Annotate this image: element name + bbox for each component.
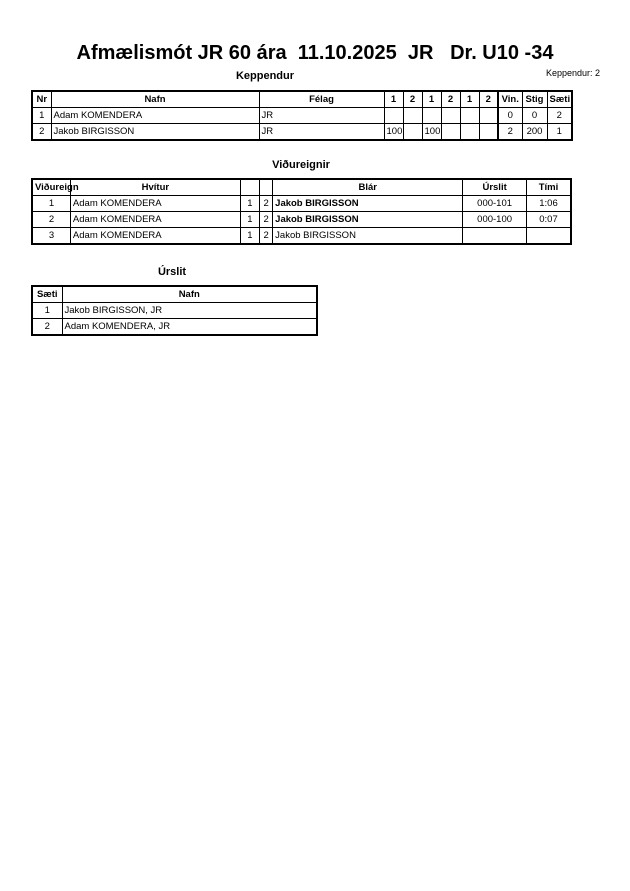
table-cell: Jakob BIRGISSON bbox=[273, 196, 463, 212]
table-cell: Jakob BIRGISSON bbox=[51, 124, 259, 141]
vidureignir-table bbox=[31, 178, 572, 245]
table-cell: Adam KOMENDERA bbox=[51, 108, 259, 124]
table-row bbox=[32, 303, 317, 319]
table-cell bbox=[384, 108, 403, 124]
table-cell bbox=[403, 108, 422, 124]
table-cell: 000-100 bbox=[463, 212, 527, 228]
keppendur-header-cell: Nr bbox=[32, 91, 51, 108]
table-cell: Adam KOMENDERA, JR bbox=[62, 319, 317, 336]
table-cell: 100 bbox=[422, 124, 441, 141]
vidureignir-header-cell: Viðureign bbox=[32, 179, 70, 196]
keppendur-header-cell: 1 bbox=[384, 91, 403, 108]
vidureignir-header-cell: Blár bbox=[273, 179, 463, 196]
table-row bbox=[32, 228, 571, 245]
table-cell: 100 bbox=[384, 124, 403, 141]
table-cell: 2 bbox=[260, 196, 273, 212]
table-cell bbox=[441, 124, 460, 141]
table-row bbox=[32, 108, 572, 124]
urslit-header-cell: Sæti bbox=[32, 286, 62, 303]
keppendur-heading: Keppendur bbox=[235, 70, 295, 82]
urslit-header-row bbox=[32, 286, 317, 303]
table-cell: Adam KOMENDERA bbox=[70, 196, 240, 212]
table-row bbox=[32, 196, 571, 212]
vidureignir-header-cell bbox=[260, 179, 273, 196]
keppendur-table bbox=[31, 90, 573, 141]
table-cell: 1 bbox=[240, 228, 259, 245]
table-cell: 2 bbox=[32, 319, 62, 336]
table-cell: 0 bbox=[522, 108, 547, 124]
table-cell: 2 bbox=[547, 108, 572, 124]
keppendur-header-row bbox=[32, 91, 572, 108]
table-cell: JR bbox=[259, 108, 384, 124]
table-cell: 2 bbox=[260, 212, 273, 228]
table-cell: 2 bbox=[498, 124, 522, 141]
table-cell bbox=[403, 124, 422, 141]
keppendur-header-cell: 2 bbox=[403, 91, 422, 108]
table-cell: 0:07 bbox=[526, 212, 571, 228]
table-cell bbox=[422, 108, 441, 124]
table-cell: Jakob BIRGISSON bbox=[273, 228, 463, 245]
table-cell bbox=[441, 108, 460, 124]
keppendur-header-cell: Nafn bbox=[51, 91, 259, 108]
table-cell: Adam KOMENDERA bbox=[70, 228, 240, 245]
page-title: Afmælismót JR 60 ára 11.10.2025 JR Dr. U10 -34 bbox=[76, 42, 554, 64]
urslit-heading: Úrslit bbox=[157, 266, 187, 278]
table-cell: 1 bbox=[32, 196, 70, 212]
table-cell: JR bbox=[259, 124, 384, 141]
table-cell: 1 bbox=[240, 196, 259, 212]
table-cell bbox=[460, 124, 479, 141]
keppendur-header-cell: 2 bbox=[479, 91, 498, 108]
keppendur-header-cell: Vin. bbox=[498, 91, 522, 108]
table-cell bbox=[526, 228, 571, 245]
table-cell: 000-101 bbox=[463, 196, 527, 212]
table-cell: 200 bbox=[522, 124, 547, 141]
table-cell: 1 bbox=[547, 124, 572, 141]
table-cell: 3 bbox=[32, 228, 70, 245]
keppendur-header-cell: 1 bbox=[422, 91, 441, 108]
table-cell: Jakob BIRGISSON bbox=[273, 212, 463, 228]
table-cell: 1 bbox=[32, 303, 62, 319]
table-cell bbox=[479, 108, 498, 124]
table-cell: 1 bbox=[240, 212, 259, 228]
table-cell: 0 bbox=[498, 108, 522, 124]
table-cell: Adam KOMENDERA bbox=[70, 212, 240, 228]
table-cell bbox=[479, 124, 498, 141]
keppendur-header-cell: Félag bbox=[259, 91, 384, 108]
table-cell: 2 bbox=[260, 228, 273, 245]
table-cell: 1:06 bbox=[526, 196, 571, 212]
competitor-count: Keppendur: 2 bbox=[545, 68, 600, 78]
table-cell: Jakob BIRGISSON, JR bbox=[62, 303, 317, 319]
vidureignir-header-row bbox=[32, 179, 571, 196]
urslit-table bbox=[31, 285, 318, 336]
urslit-header-cell: Nafn bbox=[62, 286, 317, 303]
keppendur-header-cell: Stig bbox=[522, 91, 547, 108]
table-cell: 2 bbox=[32, 212, 70, 228]
table-row bbox=[32, 319, 317, 336]
table-row bbox=[32, 124, 572, 141]
table-cell bbox=[463, 228, 527, 245]
vidureignir-header-cell: Hvítur bbox=[70, 179, 240, 196]
keppendur-header-cell: Sæti bbox=[547, 91, 572, 108]
keppendur-header-cell: 1 bbox=[460, 91, 479, 108]
vidureignir-heading: Viðureignir bbox=[272, 159, 330, 171]
vidureignir-header-cell: Tími bbox=[526, 179, 571, 196]
vidureignir-header-cell bbox=[240, 179, 259, 196]
table-cell: 1 bbox=[32, 108, 51, 124]
keppendur-header-cell: 2 bbox=[441, 91, 460, 108]
table-row bbox=[32, 212, 571, 228]
table-cell: 2 bbox=[32, 124, 51, 141]
table-cell bbox=[460, 108, 479, 124]
vidureignir-header-cell: Úrslit bbox=[463, 179, 527, 196]
